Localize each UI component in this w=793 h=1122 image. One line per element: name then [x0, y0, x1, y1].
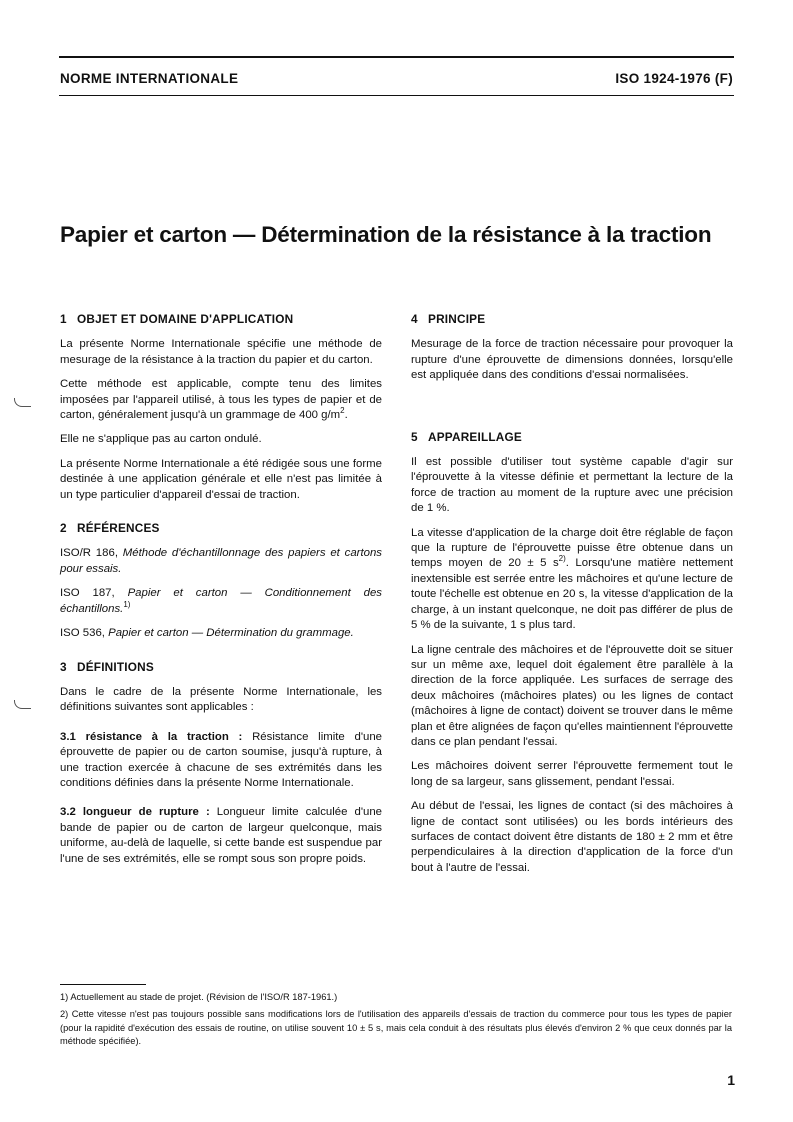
standard-reference: ISO 1924-1976 (F)	[615, 71, 733, 86]
paragraph: Les mâchoires doivent serrer l'éprouvette fermement tout le long de sa largeur, sans glissement, pendant l'essai.	[411, 760, 733, 788]
reference-item: ISO/R 186, Méthode d'échantillonnage des papiers et cartons pour essais.	[60, 547, 382, 575]
paragraph: La ligne centrale des mâchoires et de l'éprouvette doit se situer sur un même axe, lequel doit également être parallèle à la direction de la force appliquée. Les surfaces de serrage des deux mâchoires (mâchoires plates) ou les lignes de contact (mâchoires à ligne de contact) doivent se trouver dans le même plan et être alignées de façon qu'elles maintiennent l'éprouvette dans ce plan pendant l'essai.	[411, 643, 733, 748]
footnote-2: 2) Cette vitesse n'est pas toujours possible sans modifications lors de l'utilisation des appareils d'essais de traction du commerce pour tous les types de papier (pour la rapidité d'exécution des essais de routine, on utilise souvent 10 ± 5 s, mais cela conduit à des résultats plus élevés d'environ 2 % que ceux donnés par la méthode spécifiée).	[60, 1009, 732, 1046]
footnote-1: 1) Actuellement au stade de projet. (Révision de l'ISO/R 187-1961.)	[60, 992, 338, 1002]
page-number: 1	[727, 1072, 735, 1088]
margin-mark	[14, 398, 31, 407]
section-heading: 3 DÉFINITIONS	[60, 659, 154, 674]
right-column	[411, 312, 733, 894]
paragraph: Au début de l'essai, les lignes de contact (si des mâchoires à ligne de contact sont utilisées) ou les bords intérieurs des surfaces de contact doivent être distants de 180 ± 2 mm et être perpendiculaires à la direction d'application de la force d'un bout à l'autre de l'essai.	[411, 800, 733, 874]
definition: 3.2 longueur de rupture : Longueur limite calculée d'une bande de papier ou de carton de largeur quelconque, mais uniforme, au-delà de laquelle, si cette bande est suspendue par l'une de ses extrémités, elle se rompt sous son propre poids.	[60, 806, 383, 865]
section-heading: 1 OBJET ET DOMAINE D'APPLICATION	[60, 312, 294, 326]
paragraph: La présente Norme Internationale spécifie une méthode de mesurage de la résistance à la traction du papier et du carton.	[60, 338, 382, 366]
section-3	[60, 660, 382, 867]
section-heading: 4 PRINCIPE	[411, 312, 486, 326]
paragraph: Il est possible d'utiliser tout système capable d'agir sur l'éprouvette à la vitesse définie et permettant la lecture de la force de traction au moment de la rupture avec une précision de 1 %.	[411, 456, 733, 515]
section-1	[60, 312, 382, 503]
paragraph: La vitesse d'application de la charge doit être réglable de façon que la rupture de l'éprouvette puisse être obtenue dans un temps moyen de 20 ± 5 $s^{2)}$. Lorsqu'une matière nettement inextensible est serrée entre les mâchoires et qu'une lecture de toute l'échelle est obtenue en 20 s, la vitesse d'application de la charge, à un instant quelconque, ne doit pas différer de plus de 5 % de la suivante, 1 s plus tard.	[411, 526, 733, 632]
header-top-rule	[59, 56, 734, 58]
footnote-rule	[60, 984, 146, 985]
section-heading: 5 APPAREILLAGE	[411, 429, 522, 444]
section-5	[411, 430, 733, 877]
paragraph: Cette méthode est applicable, compte tenu des limites imposées par l'appareil utilisé, à tous les types de papier et de carton, généralement jusqu'à un grammage de 400 $g/m^2$.	[60, 378, 382, 422]
paragraph: Dans le cadre de la présente Norme Internationale, les définitions suivantes sont applicables :	[60, 685, 382, 714]
paragraph: La présente Norme Internationale a été rédigée sous une forme destinée à une application générale et elle n'est pas limitée à un type particulier d'appareil d'essai de traction.	[60, 457, 382, 501]
paragraph: Mesurage de la force de traction nécessaire pour provoquer la rupture d'une éprouvette de dimensions données, lorsqu'elle est appliquée dans des conditions d'essai normalisées.	[411, 338, 733, 382]
document-title: Papier et carton — Détermination de la résistance à la traction	[60, 222, 712, 247]
section-heading: 2 RÉFÉRENCES	[60, 521, 160, 536]
definition: 3.1 résistance à la traction : Résistance limite d'une éprouvette de papier ou de carton soumise, jusqu'à rupture, à une traction exercée à chacune de ses extrémités dans les conditions définies dans la présente Norme Internationale.	[60, 730, 383, 789]
margin-mark	[14, 700, 31, 709]
header-bottom-rule	[59, 95, 734, 96]
section-4	[411, 312, 733, 384]
section-2	[60, 521, 382, 641]
standard-type-label: NORME INTERNATIONALE	[60, 71, 239, 86]
reference-item: ISO 536, Papier et carton — Détermination du grammage.	[60, 627, 354, 640]
reference-item: ISO 187, Papier et carton — Conditionnement des échantillons.$^{1)}$	[60, 587, 382, 615]
left-column	[60, 312, 382, 885]
paragraph: Elle ne s'applique pas au carton ondulé.	[60, 433, 262, 446]
